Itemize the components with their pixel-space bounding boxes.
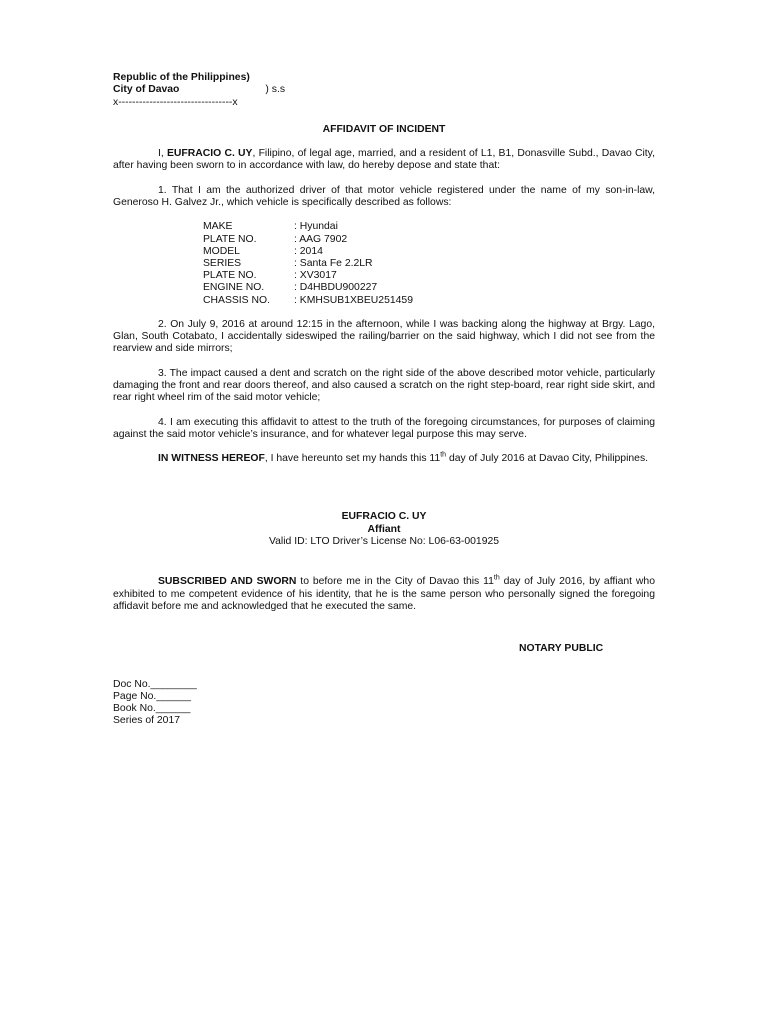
vehicle-spec-row [203, 246, 413, 258]
vehicle-spec-label: PLATE NO. [203, 270, 257, 282]
venue-block [113, 72, 655, 109]
witness-paragraph [113, 453, 655, 465]
witness-text-b: day of July 2016 at Davao City, Philippines. [446, 453, 649, 465]
intro-text: , Filipino, of legal age, married, and a resident of L1, B1, Donasville Subd., Davao City, after having been sworn to in accordance with law, do hereby depose and state that: [113, 148, 655, 172]
venue-ss: ) s.s [265, 84, 286, 96]
vehicle-spec-value: : Hyundai [294, 221, 338, 233]
vehicle-spec-value: : 2014 [294, 245, 323, 257]
venue-city-line [113, 84, 655, 96]
vehicle-spec-row [203, 258, 413, 270]
vehicle-spec-row [203, 270, 413, 282]
vehicle-spec-value: : AAG 7902 [294, 233, 348, 245]
notary-public-label: NOTARY PUBLIC [519, 643, 604, 655]
vehicle-spec-label: SERIES [203, 257, 242, 269]
vehicle-spec-label: MODEL [203, 245, 240, 257]
signature-block [113, 511, 655, 548]
affiant-name: EUFRACIO C. UY [341, 511, 427, 523]
vehicle-spec-value: : D4HBDU900227 [294, 282, 378, 294]
venue-republic: Republic of the Philippines) [113, 72, 250, 83]
affiant-name-inline: EUFRACIO C. UY [166, 148, 253, 160]
witness-heading: IN WITNESS HEREOF [158, 453, 265, 465]
jurat-text-b: day of July 2016, by affiant who exhibited to me competent evidence of his identity, that he is the same person who personally signed the foregoing affidavit before me and acknowledged that he executed the same. [113, 576, 655, 612]
vehicle-spec-value: : XV3017 [294, 270, 337, 282]
jurat-paragraph [113, 576, 655, 613]
vehicle-spec-row [203, 234, 413, 246]
vehicle-spec-value: : Santa Fe 2.2LR [294, 257, 373, 269]
vehicle-spec-label: MAKE [203, 221, 233, 233]
intro-paragraph [113, 148, 655, 173]
venue-city: City of Davao [113, 84, 180, 96]
registry-page-no: Page No.______ [113, 690, 191, 702]
paragraph-4: 4. I am executing this affidavit to attest to the truth of the foregoing circumstances, for purposes of claiming against the said motor vehicle’s insurance, and for whatever legal purpose this may serve. [113, 416, 655, 440]
notarial-registry [113, 679, 655, 728]
vehicle-spec-row [203, 221, 413, 233]
vehicle-spec-row [203, 295, 413, 307]
vehicle-spec-row [203, 282, 413, 294]
intro-prefix: I, [158, 148, 167, 160]
affidavit-document [113, 72, 655, 728]
paragraph-1: 1. That I am the authorized driver of that motor vehicle registered under the name of my son-in-law, Generoso H. Galvez Jr., which vehicle is specifically described as follows: [113, 184, 655, 209]
witness-text-a: , I have hereunto set my hands this 11 [264, 453, 441, 465]
vehicle-spec-value: : KMHSUB1XBEU251459 [294, 294, 413, 306]
registry-doc-no: Doc No.________ [113, 678, 197, 690]
vehicle-spec-label: ENGINE NO. [203, 282, 265, 294]
witness-ordinal: th [440, 451, 447, 459]
vehicle-spec-label: CHASSIS NO. [203, 294, 270, 306]
affiant-id: Valid ID: LTO Driver’s License No: L06-63-001925 [268, 536, 500, 548]
vehicle-spec-label: PLATE NO. [203, 233, 257, 245]
vehicle-specs-table [203, 221, 413, 306]
affiant-role: Affiant [367, 523, 401, 535]
registry-book-no: Book No.______ [113, 703, 191, 715]
paragraph-3: 3. The impact caused a dent and scratch on the right side of the above described motor vehicle, particularly damaging the front and rear doors thereof, and also caused a scratch on the right step-board, rear right side skirt, and rear right wheel rim of the said motor vehicle; [113, 367, 655, 404]
venue-divider: x---------------------------------x [113, 96, 238, 108]
jurat-text-a: to before me in the City of Davao this 11 [296, 576, 494, 588]
paragraph-2: 2. On July 9, 2016 at around 12:15 in the afternoon, while I was backing along the highway at Brgy. Lago, Glan, South Cotabato, I accidentally sideswiped the railing/barrier on the said highway, which I did not see from the rearview and side mirrors; [113, 318, 655, 355]
jurat-ordinal: th [493, 574, 500, 582]
registry-series: Series of 2017 [113, 715, 181, 727]
document-title: AFFIDAVIT OF INCIDENT [322, 123, 446, 135]
jurat-heading: SUBSCRIBED AND SWORN [158, 576, 297, 588]
